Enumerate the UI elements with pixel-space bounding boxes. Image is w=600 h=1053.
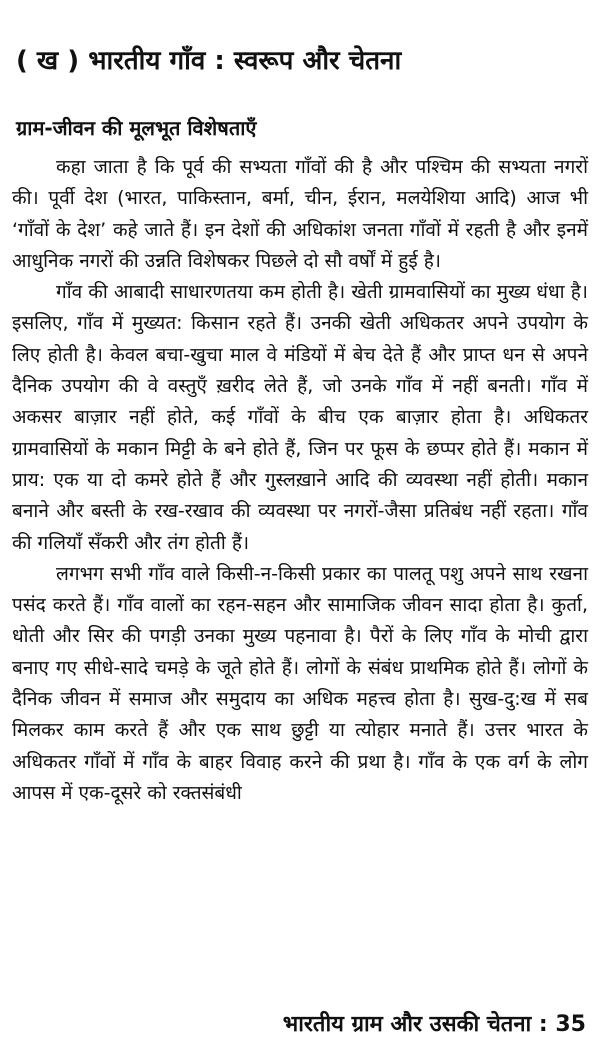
paragraph-1: कहा जाता है कि पूर्व की सभ्यता गाँवों की है और पश्चिम की सभ्यता नगरों की। पूर्वी देश (भारत, पाकिस्तान, बर्मा, चीन, ईरान, मलयेशिया आदि) आज भी ‘गाँवों के देश’ कहे जाते हैं। इन देशों की अधिकांश जनता गाँवों में रहती है और इनमें आधुनिक नगरों की उन्नति विशेषकर पिछले दो सौ वर्षों में हुई है। bbox=[12, 156, 588, 272]
body-text bbox=[12, 152, 588, 809]
page-footer: भारतीय ग्राम और उसकी चेतना : 35 bbox=[282, 1012, 586, 1037]
paragraph-2: गाँव की आबादी साधारणतया कम होती है। खेती ग्रामवासियों का मुख्य धंधा है। इसलिए, गाँव में मुख्यत: किसान रहते हैं। उनकी खेती अधिकतर अपने उपयोग के लिए होती है। केवल बचा-खुचा माल वे मंडियों में बेच देते हैं और प्राप्त धन से अपने दैनिक उपयोग की वे वस्तुएँ ख़रीद लेते हैं, जो उनके गाँव में नहीं बनती। गाँव में अकसर बाज़ार नहीं होते, कई गाँवों के बीच एक बाज़ार होता है। अधिकतर ग्रामवासियों के मकान मिट्टी के बने होते हैं, जिन पर फूस के छप्पर होते हैं। मकान में प्राय: एक या दो कमरे होते हैं और गुस्लख़ाने आदि की व्यवस्था नहीं होती। मकान बनाने और बस्ती के रख-रखाव की व्यवस्था पर नगरों-जैसा प्रतिबंध नहीं रहता। गाँव की गलियाँ सँकरी और तंग होती हैं। bbox=[12, 281, 588, 554]
paragraph-3: लगभग सभी गाँव वाले किसी-न-किसी प्रकार का पालतू पशु अपने साथ रखना पसंद करते हैं। गाँव वालों का रहन-सहन और सामाजिक जीवन सादा होता है। कुर्ता, धोती और सिर की पगड़ी उनका मुख्य पहनावा है। पैरों के लिए गाँव के मोची द्वारा बनाए गए सीधे-सादे चमड़े के जूते होते हैं। लोगों के संबंध प्राथमिक होते हैं। लोगों के दैनिक जीवन में समाज और समुदाय का अधिक महत्त्व होता है। सुख-दु:ख में सब मिलकर काम करते हैं और एक साथ छुट्टी या त्योहार मनाते हैं। उत्तर भारत के अधिकतर गाँवों में गाँव के बाहर विवाह करने की प्रथा है। गाँव के एक वर्ग के लोग आपस में एक-दूसरे को रक्तसंबंधी bbox=[12, 562, 588, 804]
subheading: ग्राम-जीवन की मूलभूत विशेषताएँ bbox=[16, 116, 257, 140]
section-heading: ( ख ) भारतीय गाँव : स्वरूप और चेतना bbox=[16, 46, 402, 76]
